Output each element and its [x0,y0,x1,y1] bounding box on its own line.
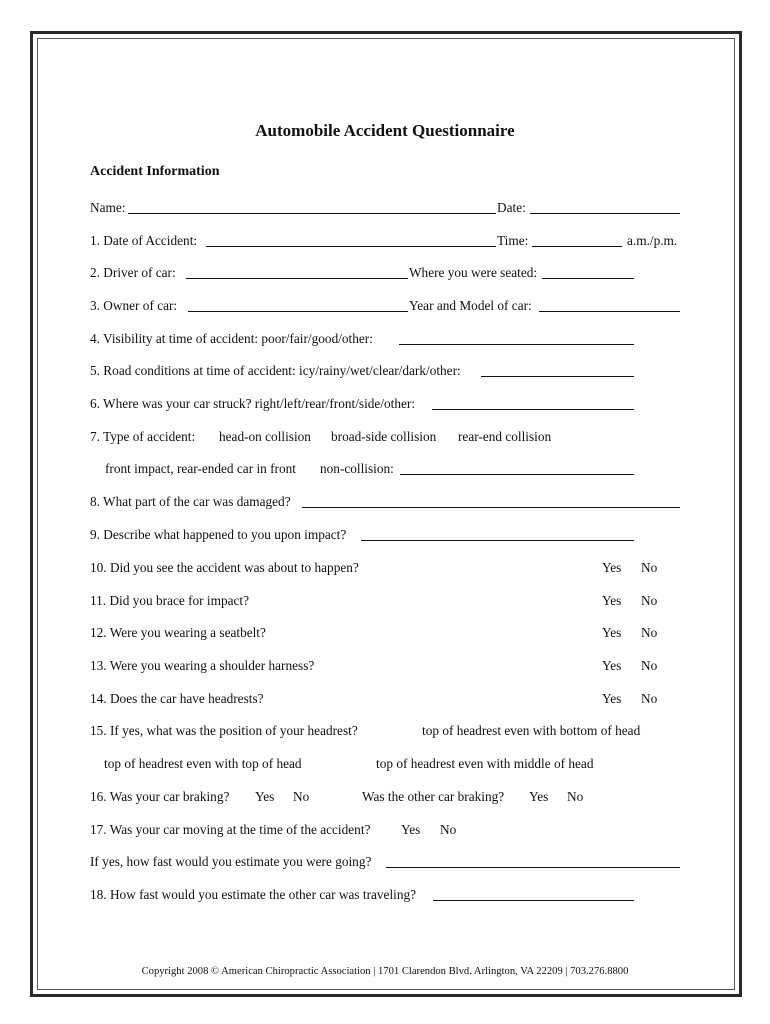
q17-yes[interactable]: Yes [401,822,421,837]
q14-yes[interactable]: Yes [602,691,622,706]
seated-field[interactable] [542,278,634,279]
impact-description-field[interactable] [361,540,634,541]
q4-label: 4. Visibility at time of accident: poor/fair/good/other: [90,331,373,346]
page-border-inner [37,38,735,990]
option-headrest-middle[interactable]: top of headrest even with middle of head [376,756,594,771]
q3-label: 3. Owner of car: [90,298,178,313]
q17b-label: If yes, how fast would you estimate you were going? [90,854,372,869]
option-headrest-top[interactable]: top of headrest even with top of head [104,756,302,771]
ampm-label: a.m./p.m. [627,233,678,248]
name-label: Name: [90,200,126,215]
option-headrest-bottom[interactable]: top of headrest even with bottom of head [422,723,641,738]
q16b-yes[interactable]: Yes [529,789,549,804]
date-field[interactable] [530,213,680,214]
q16-label: 16. Was your car braking? [90,789,230,804]
q16-yes[interactable]: Yes [255,789,275,804]
option-head-on[interactable]: head-on collision [219,429,311,444]
visibility-field[interactable] [399,344,634,345]
q16b-no[interactable]: No [567,789,584,804]
q12-no[interactable]: No [641,625,658,640]
q7-label: 7. Type of accident: [90,429,196,444]
q10-no[interactable]: No [641,560,658,575]
q9-label: 9. Describe what happened to you upon impact? [90,527,347,542]
q12-yes[interactable]: Yes [602,625,622,640]
option-front-impact[interactable]: front impact, rear-ended car in front [105,461,296,476]
q16-no[interactable]: No [293,789,310,804]
form-title: Automobile Accident Questionnaire [255,121,515,140]
own-speed-field[interactable] [386,867,680,868]
q12-label: 12. Were you wearing a seatbelt? [90,625,266,640]
q1-label: 1. Date of Accident: [90,233,198,248]
q10-yes[interactable]: Yes [602,560,622,575]
other-speed-field[interactable] [433,900,634,901]
road-conditions-field[interactable] [481,376,634,377]
q11-no[interactable]: No [641,593,658,608]
year-model-field[interactable] [539,311,680,312]
driver-field[interactable] [186,278,408,279]
struck-location-field[interactable] [432,409,634,410]
option-non-collision[interactable]: non-collision: [320,461,394,476]
non-collision-field[interactable] [400,474,634,475]
q8-label: 8. What part of the car was damaged? [90,494,291,509]
section-heading: Accident Information [90,164,220,179]
q17-no[interactable]: No [440,822,457,837]
q6-label: 6. Where was your car struck? right/left/rear/front/side/other: [90,396,416,411]
q13-no[interactable]: No [641,658,658,673]
q11-label: 11. Did you brace for impact? [90,593,250,608]
q11-yes[interactable]: Yes [602,593,622,608]
damage-field[interactable] [302,507,680,508]
name-field[interactable] [128,213,496,214]
owner-field[interactable] [188,311,408,312]
q14-no[interactable]: No [641,691,658,706]
q10-label: 10. Did you see the accident was about to happen? [90,560,359,575]
seated-label: Where you were seated: [409,265,538,280]
option-broad-side[interactable]: broad-side collision [331,429,437,444]
year-model-label: Year and Model of car: [409,298,532,313]
q14-label: 14. Does the car have headrests? [90,691,264,706]
q2-label: 2. Driver of car: [90,265,176,280]
copyright-footer: Copyright 2008 © American Chiropractic Association | 1701 Clarendon Blvd. Arlington, VA 22209 | 703.276.8800 [141,966,629,977]
q15-label: 15. If yes, what was the position of your headrest? [90,723,358,738]
q17-label: 17. Was your car moving at the time of the accident? [90,822,371,837]
time-label: Time: [497,233,529,248]
q16b-label: Was the other car braking? [362,789,505,804]
q13-label: 13. Were you wearing a shoulder harness? [90,658,315,673]
q5-label: 5. Road conditions at time of accident: icy/rainy/wet/clear/dark/other: [90,363,461,378]
option-rear-end[interactable]: rear-end collision [458,429,552,444]
date-label: Date: [497,200,526,215]
time-field[interactable] [532,246,622,247]
accident-date-field[interactable] [206,246,496,247]
q18-label: 18. How fast would you estimate the other car was traveling? [90,887,417,902]
q13-yes[interactable]: Yes [602,658,622,673]
